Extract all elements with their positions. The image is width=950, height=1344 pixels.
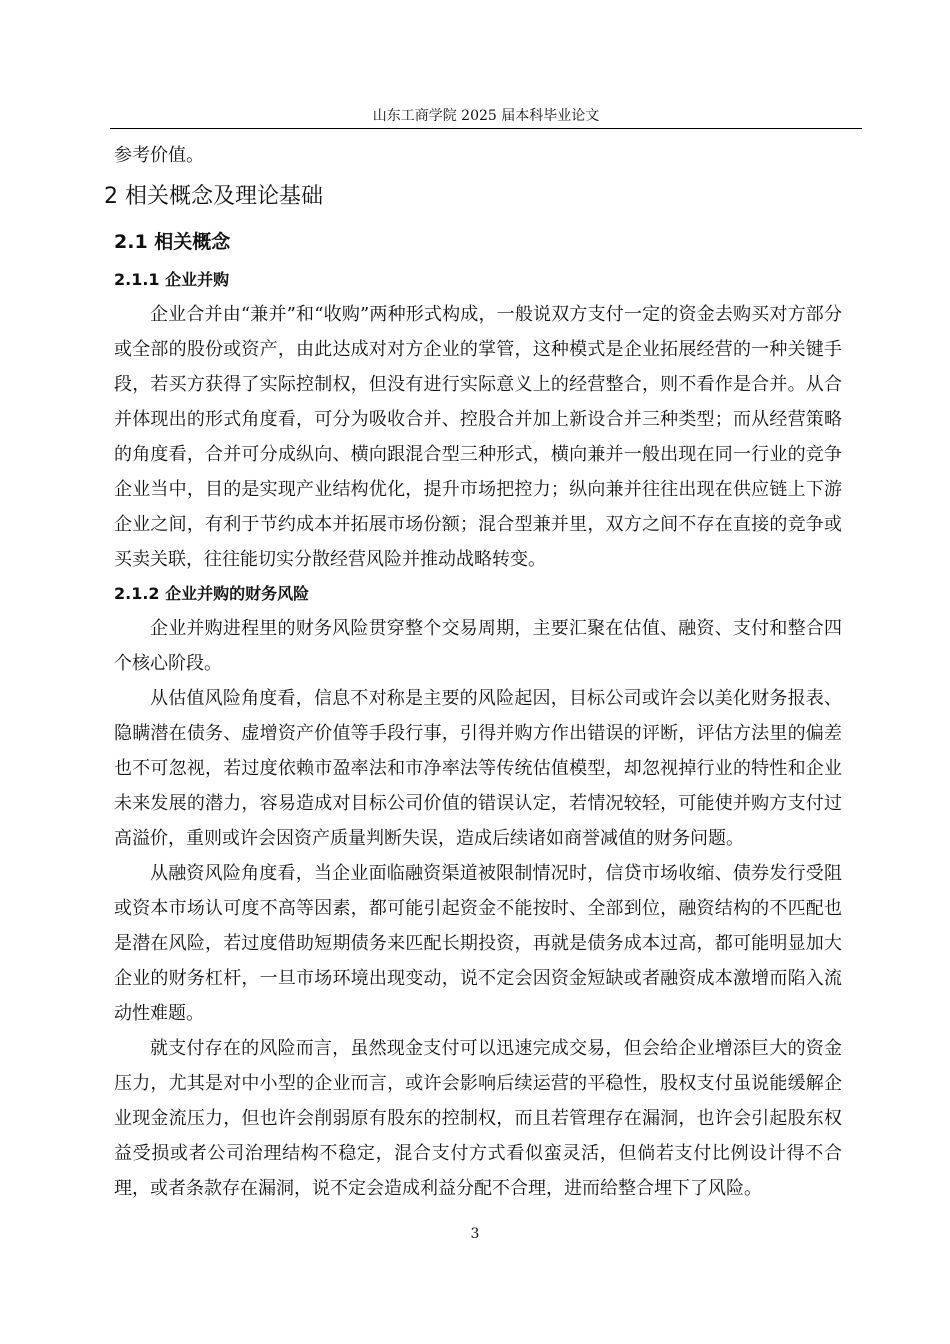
subsection-title: 2.1.2 企业并购的财务风险 xyxy=(114,584,310,603)
paragraph: 从估值风险角度看，信息不对称是主要的风险起因，目标公司或许会以美化财务报表、隐瞒潜在债务、虚增资产价值等手段行事，引得并购方作出错误的评断，评估方法里的偏差也不可忽视，若过度依赖市盈率法和市净率法等传统估值模型，却忽视掉行业的特性和企业未来发展的潜力，容易造成对目标公司价值的错误认定，若情况较轻，可能使并购方支付过高溢价，重则或许会因资产质量判断失误，造成后续诸如商誉减值的财务问题。 xyxy=(114,688,842,849)
section-title: 2.1 相关概念 xyxy=(114,231,231,253)
running-header: 山东工商学院 2025 届本科毕业论文 xyxy=(372,108,600,124)
paragraph: 从融资风险角度看，当企业面临融资渠道被限制情况时，信贷市场收缩、债券发行受阻或资本市场认可度不高等因素，都可能引起资金不能按时、全部到位，融资结构的不匹配也是潜在风险，若过度借助短期债务来匹配长期投资，再就是债务成本过高，都可能明显加大企业的财务杠杆，一旦市场环境出现变动，说不定会因资金短缺或者融资成本激增而陷入流动性难题。 xyxy=(114,863,842,1024)
page-content xyxy=(104,138,842,1206)
subsection-title: 2.1.1 企业并购 xyxy=(114,270,230,289)
paragraph: 企业并购进程里的财务风险贯穿整个交易周期，主要汇聚在估值、融资、支付和整合四个核心阶段。 xyxy=(114,618,842,674)
paragraph-continuation: 参考价值。 xyxy=(114,145,204,166)
chapter-title: 2 相关概念及理论基础 xyxy=(104,184,323,209)
page-number: 3 xyxy=(470,1226,480,1242)
paragraph: 企业合并由“兼并”和“收购”两种形式构成，一般说双方支付一定的资金去购买对方部分或全部的股份或资产，由此达成对对方企业的掌管，这种模式是企业拓展经营的一种关键手段，若买方获得了实际控制权，但没有进行实际意义上的经营整合，则不看作是合并。从合并体现出的形式角度看，可分为吸收合并、控股合并加上新设合并三种类型；而从经营策略的角度看，合并可分成纵向、横向跟混合型三种形式，横向兼并一般出现在同一行业的竞争企业当中，目的是实现产业结构优化，提升市场把控力；纵向兼并往往出现在供应链上下游企业之间，有利于节约成本并拓展市场份额；混合型兼并里，双方之间不存在直接的竞争或买卖关联，往往能切实分散经营风险并推动战略转变。 xyxy=(114,304,842,570)
header-rule xyxy=(110,128,862,129)
paragraph: 就支付存在的风险而言，虽然现金支付可以迅速完成交易，但会给企业增添巨大的资金压力，尤其是对中小型的企业而言，或许会影响后续运营的平稳性，股权支付虽说能缓解企业现金流压力，但也许会削弱原有股东的控制权，而且若管理存在漏洞，也许会引起股东权益受损或者公司治理结构不稳定，混合支付方式看似蛮灵活，但倘若支付比例设计得不合理，或者条款存在漏洞，说不定会造成利益分配不合理，进而给整合埋下了风险。 xyxy=(114,1038,842,1199)
